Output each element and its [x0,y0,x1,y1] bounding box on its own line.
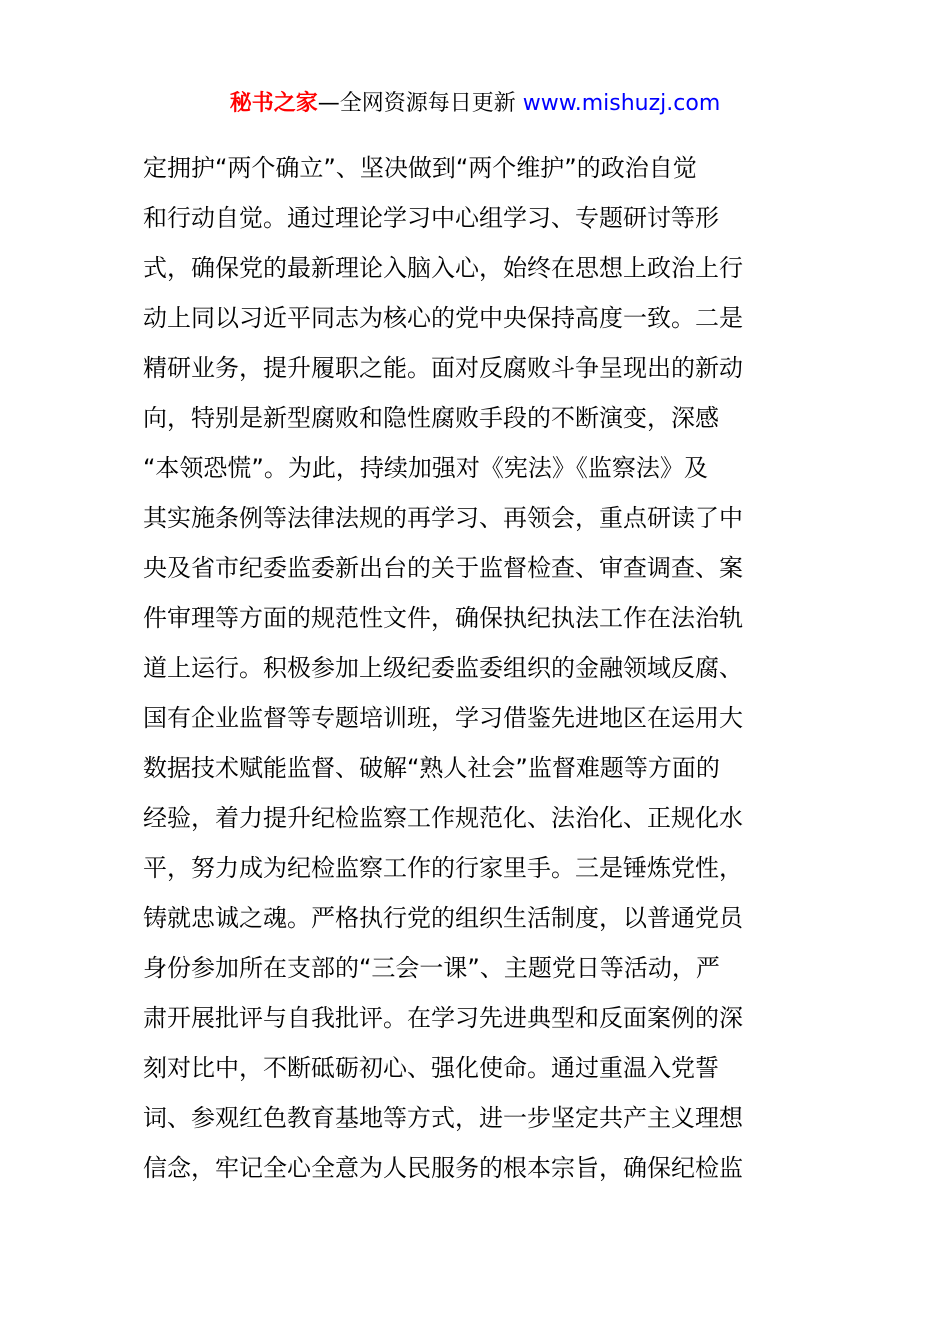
text-line: 精研业务，提升履职之能。面对反腐败斗争呈现出的新动 [143,354,743,382]
text-line: 肃开展批评与自我批评。在学习先进典型和反面案例的深 [143,1004,743,1032]
text-line: 铸就忠诚之魂。严格执行党的组织生活制度，以普通党员 [143,904,743,932]
body-text [143,143,813,1193]
text-line: 定拥护“两个确立”、坚决做到“两个维护”的政治自觉 [143,154,697,182]
text-line: 平，努力成为纪检监察工作的行家里手。三是锤炼党性， [143,854,743,882]
site-url[interactable]: www.mishuzj.com [522,91,721,116]
brand-name: 秘书之家 [229,91,318,116]
text-line: “本领恐慌”。为此，持续加强对《宪法》《监察法》及 [143,454,708,482]
text-line: 其实施条例等法律法规的再学习、再领会，重点研读了中 [143,504,743,532]
text-line: 式，确保党的最新理论入脑入心，始终在思想上政治上行 [143,254,743,282]
text-line: 动上同以习近平同志为核心的党中央保持高度一致。二是 [143,304,743,332]
page-header [0,88,950,120]
text-line: 和行动自觉。通过理论学习中心组学习、专题研讨等形 [143,204,719,232]
text-line: 道上运行。积极参加上级纪委监委组织的金融领域反腐、 [143,654,743,682]
text-line: 身份参加所在支部的“三会一课”、主题党日等活动，严 [143,954,720,982]
text-line: 向，特别是新型腐败和隐性腐败手段的不断演变，深感 [143,404,719,432]
text-line: 央及省市纪委监委新出台的关于监督检查、审查调查、案 [143,554,743,582]
text-line: 经验，着力提升纪检监察工作规范化、法治化、正规化水 [143,804,743,832]
text-line: 刻对比中，不断砥砺初心、强化使命。通过重温入党誓 [143,1054,719,1082]
text-line: 件审理等方面的规范性文件，确保执纪执法工作在法治轨 [143,604,743,632]
header-tagline: —全网资源每日更新 [317,91,523,116]
text-line: 信念，牢记全心全意为人民服务的根本宗旨，确保纪检监 [143,1154,743,1182]
text-line: 词、参观红色教育基地等方式，进一步坚定共产主义理想 [143,1104,743,1132]
text-line: 国有企业监督等专题培训班，学习借鉴先进地区在运用大 [143,704,743,732]
text-line: 数据技术赋能监督、破解“熟人社会”监督难题等方面的 [143,754,720,782]
